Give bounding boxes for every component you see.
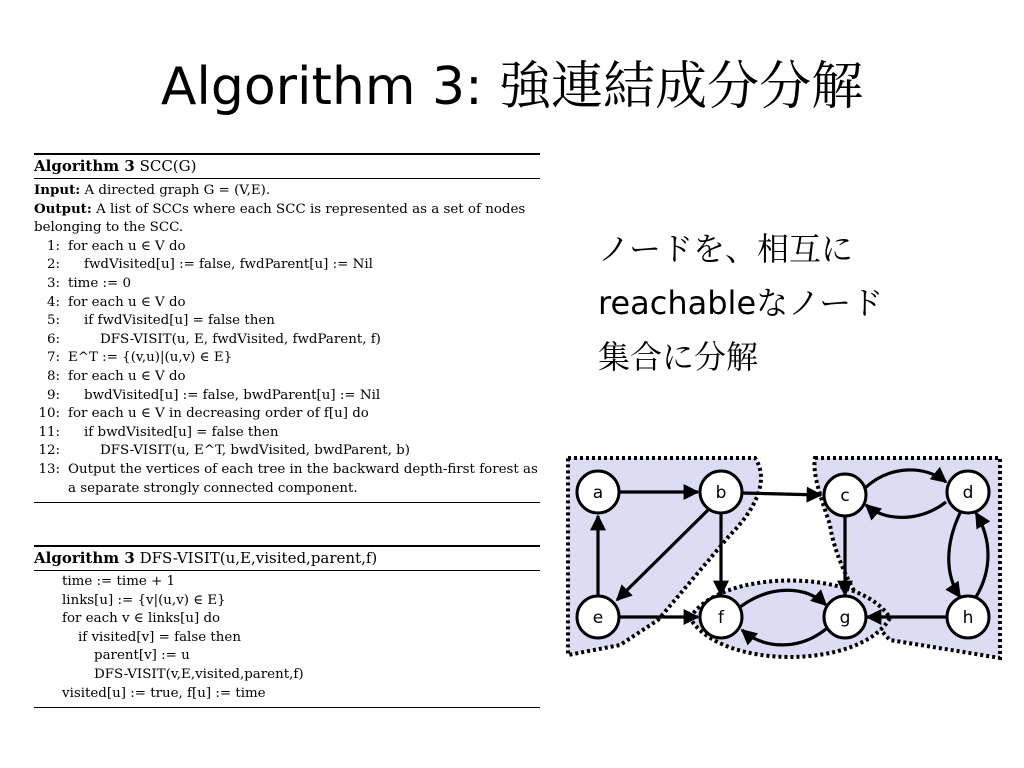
scc-graph-diagram [560,450,1010,665]
algorithm-line [34,256,540,275]
graph-node-b [700,471,742,513]
line-text: for each u ∈ V do [68,368,186,384]
edge-b-c [742,493,821,495]
line-text: time := 0 [68,275,132,291]
algorithm-dfs-header [34,547,540,570]
line-text: time := time + 1 [62,574,176,589]
line-number: 6: [46,331,60,347]
algorithm-line [34,424,540,443]
graph-node-f [700,596,742,638]
algorithm-line [34,368,540,387]
graph-node-h [947,596,989,638]
line-text: if bwdVisited[u] = false then [84,424,279,440]
line-number: 11: [38,424,60,440]
scc-regions [568,458,1000,658]
side-text-line-2: reachableなノード [598,284,884,322]
algorithm-name: SCC(G) [139,157,197,175]
algorithm-name: DFS-VISIT(u,E,visited,parent,f) [139,549,378,567]
side-text-line-3: 集合に分解 [598,338,759,376]
node-label: g [839,608,851,628]
algorithm-line [34,573,540,592]
line-number: 12: [38,443,60,459]
algorithm-line [34,685,540,704]
node-label: e [592,608,604,628]
bottom-rule [34,502,540,503]
algorithm-line [34,610,540,629]
algorithm-scc-body [34,179,540,502]
algorithm-line [34,331,540,350]
output-line [34,200,540,238]
algorithm-line [34,666,540,685]
line-text: E^T := {(v,u)|(u,v) ∈ E} [68,350,233,366]
line-number: 2: [46,257,60,273]
line-text: DFS-VISIT(u, E, fwdVisited, fwdParent, f) [100,331,381,347]
bottom-rule [34,707,540,708]
algorithm-line [34,275,540,294]
line-text: for each v ∈ links[u] do [62,611,221,627]
output-label: Output: [34,200,92,217]
algorithm-line [34,647,540,666]
algorithm-line [34,592,540,611]
algorithm-line [34,238,540,257]
node-label: c [840,486,850,506]
line-number: 8: [46,368,60,384]
node-label: b [715,483,727,503]
graph-node-d [947,471,989,513]
line-number: 3: [46,275,60,291]
line-text: DFS-VISIT(v,E,visited,parent,f) [94,666,304,682]
line-number: 13: [38,461,60,477]
slide-title: Algorithm 3: 強連結成分分解 [160,57,864,117]
algorithm-label: Algorithm 3 [34,549,135,567]
graph-node-e [577,596,619,638]
input-text: A directed graph G = (V,E). [84,183,271,198]
line-text: parent[v] := u [94,648,190,664]
line-text: DFS-VISIT(u, E^T, bwdVisited, bwdParent, b) [100,443,410,459]
line-number: 9: [46,387,60,403]
node-label: d [962,483,974,503]
line-number: 7: [46,350,60,366]
line-text: links[u] := {v|(u,v) ∈ E} [62,592,226,608]
algorithm-line [34,629,540,648]
line-text: for each u ∈ V do [68,238,186,254]
node-label: h [962,608,974,628]
node-label: a [592,483,604,503]
node-label: f [718,608,724,628]
line-text: for each u ∈ V in decreasing order of f[u] do [68,406,369,422]
input-line [34,181,540,200]
algorithm-line [34,387,540,406]
algorithm-dfs-box [34,545,540,708]
graph-node-c [824,474,866,516]
graph-node-g [824,596,866,638]
line-text: if visited[v] = false then [78,629,241,645]
line-text: Output the vertices of each tree in the backward depth-first forest as a separate strongly connected component. [68,461,538,496]
line-number: 4: [46,294,60,310]
algorithm-line [34,294,540,313]
algorithm-label: Algorithm 3 [34,157,135,175]
side-explanation [598,222,1008,384]
line-text: visited[u] := true, f[u] := time [62,685,266,701]
algorithm-scc-box [34,153,540,503]
algorithm-scc-header [34,155,540,178]
algorithm-scc-lines [34,238,540,498]
line-number: 1: [46,238,60,254]
algorithm-line [34,442,540,461]
line-text: for each u ∈ V do [68,294,186,310]
algorithm-line [34,312,540,331]
line-number: 10: [38,406,60,422]
line-number: 5: [46,313,60,329]
line-text: if fwdVisited[u] = false then [84,313,275,329]
output-text: A list of SCCs where each SCC is represented as a set of nodes belonging to the SCC. [34,201,526,236]
line-text: bwdVisited[u] := false, bwdParent[u] := Nil [84,387,381,403]
algorithm-line [34,349,540,368]
algorithm-dfs-lines [34,571,540,707]
algorithm-line [34,405,540,424]
side-text-line-1: ノードを、相互に [598,230,854,268]
line-text: fwdVisited[u] := false, fwdParent[u] := Nil [84,257,373,273]
input-label: Input: [34,182,81,198]
algorithm-line [34,461,540,498]
graph-node-a [577,471,619,513]
